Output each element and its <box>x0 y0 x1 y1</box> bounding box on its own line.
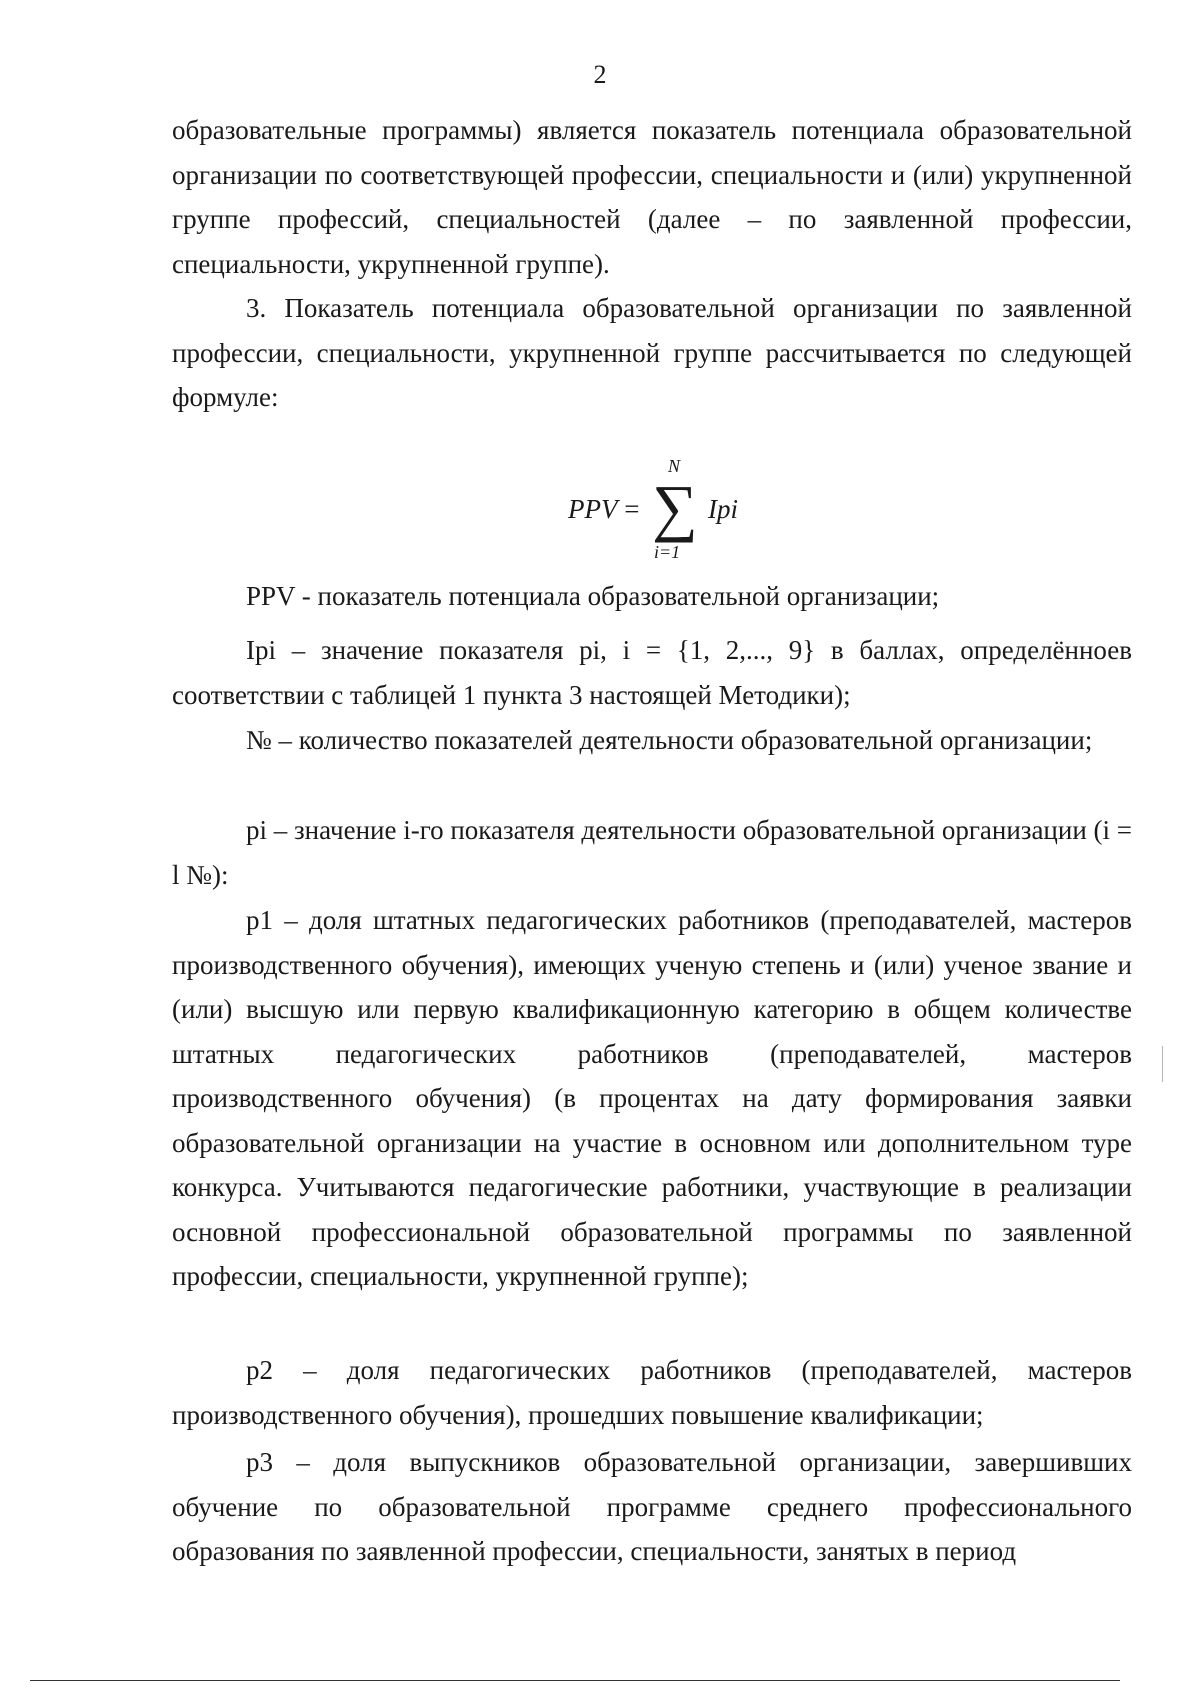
paragraph-pi-definition <box>172 808 1132 897</box>
paragraph-n-definition-text: № – количество показателей деятельности образовательной организации; <box>246 725 1093 755</box>
paragraph-pi-definition-text: pi – значение i-го показателя деятельности образовательной организации (i = l №): <box>172 815 1132 890</box>
paragraph-n-definition <box>172 718 1132 763</box>
paragraph-ppv-definition-text: PPV - показатель потенциала образовательной организации; <box>246 581 940 611</box>
bottom-rule <box>30 1680 1120 1681</box>
formula-upper-limit: N <box>668 456 681 476</box>
paragraph-p3-definition-text: p3 – доля выпускников образовательной организации, завершивших обучение по образовательной программе среднего профессионального образования по заявленной профессии, специальности, занятых в период <box>172 1447 1132 1566</box>
paragraph-item-3 <box>172 286 1132 420</box>
scan-mark <box>1162 1046 1163 1082</box>
paragraph-intro <box>172 108 1132 286</box>
paragraph-p3-definition <box>172 1440 1132 1574</box>
formula-ppv <box>530 456 790 566</box>
page-number: 2 <box>593 60 607 89</box>
sigma-symbol: ∑ <box>652 472 698 543</box>
paragraph-ppv-definition <box>172 574 1132 619</box>
paragraph-p2-definition <box>172 1348 1132 1437</box>
formula-term: Ipi <box>708 494 738 524</box>
paragraph-ipi-definition <box>172 628 1132 717</box>
paragraph-ipi-definition-text: Ipi – значение показателя pi, i = {1, 2,..., 9} в баллах, определённоев соответствии с таблицей 1 пункта 3 настоящей Методики); <box>172 635 1132 710</box>
formula-lhs-symbol: PPV <box>568 494 618 524</box>
paragraph-item-3-text: 3. Показатель потенциала образовательной организации по заявленной профессии, специальности, укрупненной группе рассчитывается по следующей формуле: <box>172 293 1132 412</box>
formula-equals: = <box>624 494 640 524</box>
paragraph-p1-definition-text: p1 – доля штатных педагогических работников (преподавателей, мастеров производственного обучения), имеющих ученую степень и (или) ученое звание и (или) высшую или первую квалификационную категорию в общем количестве штатных педагогических работников (преподавателей, мастеров производственного обучения) (в процентах на дату формирования заявки образовательной организации на участие в основном или дополнительном туре конкурса. Учитываются педагогические работники, участвующие в реализации основной профессиональной образовательной программы по заявленной профессии, специальности, укрупненной группе); <box>172 905 1132 1291</box>
paragraph-p2-definition-text: p2 – доля педагогических работников (преподавателей, мастеров производственного обучения), прошедших повышение квалификации; <box>172 1355 1132 1430</box>
formula-lhs <box>568 494 639 525</box>
formula-lower-limit: i=1 <box>654 542 681 562</box>
paragraph-intro-text: образовательные программы) является показатель потенциала образовательной организации по соответствующей профессии, специальности и (или) укрупненной группе профессий, специальностей (далее – по заявленной профессии, специальности, укрупненной группе). <box>172 115 1132 279</box>
paragraph-p1-definition <box>172 898 1132 1299</box>
